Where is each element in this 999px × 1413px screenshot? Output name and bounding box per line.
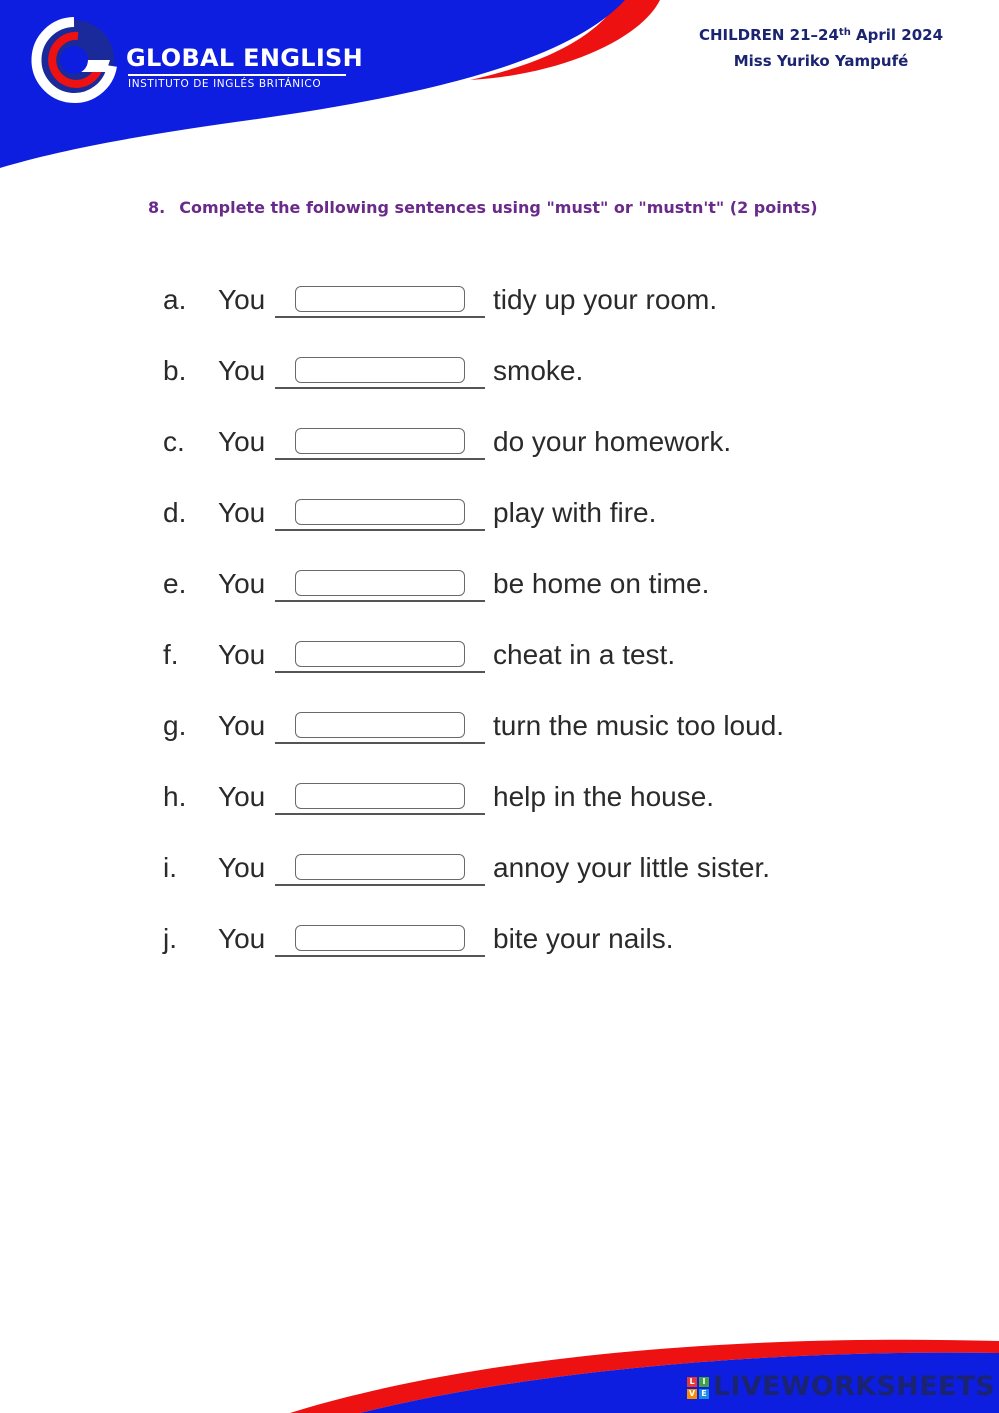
list-item [163,276,863,347]
list-item [163,702,863,773]
blank-underline [275,671,485,673]
list-item [163,347,863,418]
list-item [163,773,863,844]
grid-letter: V [688,1389,696,1398]
list-item [163,418,863,489]
item-subject: You [218,852,266,883]
list-item [163,915,863,986]
item-subject: You [218,781,266,812]
blank-underline [275,742,485,744]
item-subject: You [218,284,266,315]
answer-input-f[interactable] [295,641,465,667]
item-rest: annoy your little sister. [493,852,771,883]
list-item [163,489,863,560]
exercise-items [163,276,863,986]
answer-input-i[interactable] [295,854,465,880]
item-rest: turn the music too loud. [493,710,785,741]
global-english-logo [28,14,364,108]
brand-subtitle: INSTITUTO DE INGLÉS BRITÁNICO [128,78,322,90]
exercise-instruction [148,198,818,217]
item-letter: j. [163,923,177,954]
answer-input-j[interactable] [295,925,465,951]
item-rest: bite your nails. [493,923,674,954]
brand-name: GLOBAL ENGLISH [126,44,364,72]
blank-underline [275,600,485,602]
item-letter: a. [163,284,187,315]
course-date-sup: th [838,27,851,38]
blank-underline [275,955,485,957]
answer-input-h[interactable] [295,783,465,809]
blank-underline [275,316,485,318]
item-letter: g. [163,710,187,741]
answer-input-b[interactable] [295,357,465,383]
answer-input-d[interactable] [295,499,465,525]
item-letter: c. [163,426,185,457]
item-rest: cheat in a test. [493,639,676,670]
blank-underline [275,529,485,531]
item-subject: You [218,568,266,599]
item-letter: d. [163,497,187,528]
item-subject: You [218,355,266,386]
blank-underline [275,813,485,815]
item-rest: smoke. [493,355,584,386]
grid-letter: L [687,1377,697,1387]
blank-underline [275,458,485,460]
list-item [163,631,863,702]
answer-input-e[interactable] [295,570,465,596]
liveworksheets-logo [687,1371,996,1405]
liveworksheets-grid-icon [687,1377,709,1399]
list-item [163,844,863,915]
blank-underline [275,387,485,389]
item-subject: You [218,923,266,954]
answer-input-g[interactable] [295,712,465,738]
item-letter: e. [163,568,187,599]
answer-input-c[interactable] [295,428,465,454]
liveworksheets-wordmark: LIVEWORKSHEETS [713,1371,996,1402]
item-rest: help in the house. [493,781,715,812]
item-letter: b. [163,355,187,386]
item-rest: do your homework. [493,426,732,457]
answer-input-a[interactable] [295,286,465,312]
brand-underline [128,74,346,76]
course-date [691,20,951,48]
course-info [691,20,951,74]
course-date-suffix: April 2024 [850,26,944,44]
item-rest: be home on time. [493,568,710,599]
course-date-prefix: CHILDREN 21–24 [698,26,839,44]
item-subject: You [218,639,266,670]
blank-underline [275,884,485,886]
grid-letter: I [699,1377,709,1387]
grid-letter: E [699,1389,709,1399]
list-item [163,560,863,631]
teacher-name: Miss Yuriko Yampufé [733,52,909,70]
item-letter: f. [163,639,179,670]
item-subject: You [218,426,266,457]
item-letter: h. [163,781,187,812]
globe-g-icon [28,14,120,106]
item-rest: tidy up your room. [493,284,718,315]
item-letter: i. [163,852,177,883]
exercise-number: 8. [148,198,166,217]
item-subject: You [218,710,266,741]
instruction-text: Complete the following sentences using "must" or "mustn't" (2 points) [179,198,818,217]
item-subject: You [218,497,266,528]
item-rest: play with fire. [493,497,657,528]
